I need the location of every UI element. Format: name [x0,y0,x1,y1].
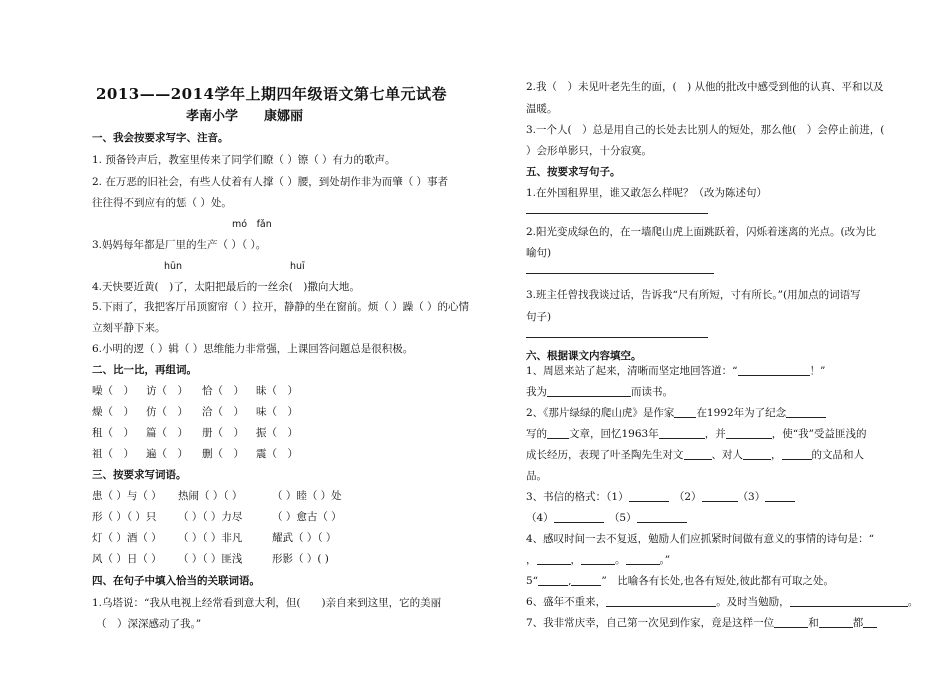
s6-q2c-4: 的文品和人 [811,449,864,461]
fill-blank[interactable] [819,616,853,628]
s3-cell: 形（ ）（ ）只 [92,511,157,523]
s6-q1a [526,364,825,378]
s6-q2b-3: ，并 [704,428,726,440]
section-4-heading: 四、在句子中填入恰当的关联词语。 [92,575,260,587]
fill-blank[interactable] [581,553,615,565]
s3-cell: （ ）（ ）非凡 [178,532,243,544]
fill-blank[interactable] [765,490,795,502]
section-6-heading: 六、根据课文内容填空。 [526,350,642,362]
fill-blank[interactable] [629,490,669,502]
section-2-heading: 二、比一比，再组词。 [92,364,197,376]
section-5-heading: 五、按要求写句子。 [526,166,621,178]
fill-blank[interactable] [554,511,604,523]
s3-cell: （ ）（ ）匪浅 [178,553,243,565]
fill-blank[interactable] [774,616,808,628]
s1-q6: 6.小明的逻（ ）辑（ ）思维能力非常强，上课回答问题总是很积极。 [92,343,414,355]
s1-q5a: 5.下雨了，我把客厅吊顶窗帘（ ）拉开，静静的坐在窗前。烦（ ）躁（ ）的心情 [92,301,470,313]
s2-cell: 祖（ ） [92,448,134,460]
s6-q2a-mid: 在1992年为了纪念 [696,407,787,419]
s3-cell: （ ）愈古（ ） [272,511,342,523]
s6-q5 [526,574,834,588]
s6-q3-2: （2） [679,491,702,503]
s3-cell: （ ）睦（ ）处 [272,490,342,502]
fill-blank[interactable] [674,406,696,418]
s1-q5b: 立刻平静下来。 [92,322,166,334]
s6-q1a-end: ！” [809,365,826,377]
s3-cell: 耀武（ ）（ ） [272,532,337,544]
s6-q2d: 品。 [526,470,547,482]
s1-q3: 3.妈妈每年都是厂里的生产（ ）（ ）。 [92,239,267,251]
s6-q3-5: （5） [614,512,637,524]
s4-q1a: 1.乌塔说：“我从电视上经常看到意大利，但( )亲自来到这里，它的美丽 [92,597,442,609]
s6-q3-pre: 3、书信的格式：（1） [526,491,629,503]
fill-blank[interactable] [538,574,568,586]
s3-cell: 患（ ）与（ ） [92,490,162,502]
fill-blank[interactable] [702,490,738,502]
s6-q6-pre: 6、盛年不重来， [526,596,607,608]
s5-q3a: 3.班主任曾找我谈过话，告诉我“尺有所短，寸有所长。”(用加点的词语写 [526,289,861,301]
s6-q3-3: （3） [737,491,766,503]
s4-q3a: 3.一个人( ）总是用自己的长处去比别人的短处，那么他( ）会停止前进，( [526,124,885,136]
fill-blank[interactable] [863,616,877,628]
s6-q1b-pre: 我为 [526,386,547,398]
s6-q4b-3: 。 [615,554,626,566]
s2-cell: 洽（ ） [202,406,244,418]
fill-blank[interactable] [571,574,601,586]
s6-q5-mid: , [568,575,572,587]
s6-q5-post: ” 比喻各有长处,也各有短处,彼此都有可取之处。 [601,575,834,587]
fill-blank[interactable] [547,385,631,397]
s4-q2b: 温暖。 [526,103,558,115]
s5-q2b: 喻句) [526,247,552,259]
fill-blank[interactable] [547,427,569,439]
s6-q6 [526,595,918,609]
s6-q7-pre: 7、我非常庆幸，自己第一次见到作家，竟是这样一位 [526,617,775,629]
s2-cell: 访（ ） [146,385,188,397]
s6-q2b-4: ，使“我”受益匪浅的 [771,428,867,440]
s4-q3b: ）会形单影只，十分寂寞。 [526,145,652,157]
s6-q2b-1: 写的 [526,428,547,440]
s2-cell: 昧（ ） [256,385,298,397]
s2-cell: 遍（ ） [146,448,188,460]
s2-cell: 租（ ） [92,427,134,439]
s6-q2a [526,406,826,420]
section-3-heading: 三、按要求写词语。 [92,469,187,481]
s6-q6-end: 。 [907,596,919,608]
s6-q2c-2: 、对人 [711,449,743,461]
s2-cell: 味（ ） [256,406,298,418]
s1-pinyin-3: mó fǎn [232,219,272,230]
exam-subtitle: 孝南小学 康娜丽 [186,109,304,124]
answer-line[interactable] [526,213,708,214]
s1-pinyin-4a: hūn [164,261,183,272]
fill-blank[interactable] [659,427,705,439]
fill-blank[interactable] [743,448,771,460]
s4-q1b: （ ）深深感动了我。” [96,618,202,630]
s6-q1a-text: 1、周恩来站了起来，清晰而坚定地回答道：“ [526,365,738,377]
s6-q4a: 4、感叹时间一去不复返，勉励人们应抓紧时间做有意义的事情的诗句是：“ [526,533,875,545]
s1-pinyin-4b: huī [290,261,305,272]
s6-q3a [526,490,795,504]
s5-q3b: 句子) [526,311,552,323]
section-1-heading: 一、我会按要求写字、注音。 [92,132,229,144]
fill-blank[interactable] [726,427,772,439]
fill-blank[interactable] [606,595,716,607]
s6-q1b-post: 而读书。 [631,386,673,398]
s1-q4: 4.天快要近黄( )了，太阳把最后的一丝余( )撒向大地。 [92,281,360,293]
s3-cell: 形影（ ）( ) [272,553,329,565]
fill-blank[interactable] [782,448,812,460]
s6-q2c-3: ， [771,449,782,461]
s6-q7-end: 都 [852,617,864,629]
s2-cell: 燥（ ） [92,406,134,418]
s2-cell: 仿（ ） [146,406,188,418]
fill-blank[interactable] [738,364,810,376]
s2-cell: 恰（ ） [202,385,244,397]
s2-cell: 删（ ） [202,448,244,460]
s6-q1b [526,385,673,399]
s6-q3-4: （4） [526,512,554,524]
s2-cell: 册（ ） [202,427,244,439]
s3-cell: （ ）（ ）力尽 [178,511,243,523]
s1-q2a: 2. 在万恶的旧社会，有些人仗着有人撑（ ）腰，到处胡作非为而肇（ ）事者 [92,176,449,188]
fill-blank[interactable] [790,595,908,607]
s2-cell: 震（ ） [256,448,298,460]
fill-blank[interactable] [684,448,712,460]
s6-q2b [526,427,866,441]
s6-q2c [526,448,864,462]
s6-q4b-1: ， [526,554,537,566]
s2-cell: 噪（ ） [92,385,134,397]
s1-q1: 1. 预备铃声后，教室里传来了同学们瞭（ ）镲（ ）有力的歌声。 [92,154,396,166]
s6-q4b [526,553,670,567]
fill-blank[interactable] [537,553,571,565]
s6-q4b-2: ， [570,554,581,566]
s4-q2a: 2.我（ ）未见叶老先生的面，( ) 从他的批改中感受到他的认真、平和以及 [526,81,884,93]
s5-q2a: 2.阳光变成绿色的，在一墙爬山虎上面跳跃着，闪烁着迷离的光点。(改为比 [526,226,877,238]
s1-q2b: 往往得不到应有的惩（ ）处。 [92,197,232,209]
s6-q2c-1: 成长经历，表现了叶圣陶先生对文 [526,449,684,461]
s2-cell: 振（ ） [256,427,298,439]
fill-blank[interactable] [786,406,826,418]
s3-cell: 风（ ）日（ ） [92,553,162,565]
s6-q2a-pre: 2、《那片绿绿的爬山虎》是作家 [526,407,675,419]
answer-line[interactable] [526,337,708,338]
exam-title: 2013——2014学年上期四年级语文第七单元试卷 [96,85,447,103]
s6-q7-mid: 和 [808,617,819,629]
s5-q1: 1.在外国租界里，谁又敢怎么样呢？（改为陈述句） [526,187,768,199]
s6-q4b-4: 。” [659,554,671,566]
s6-q5-pre: 5“ [526,575,539,587]
fill-blank[interactable] [626,553,660,565]
fill-blank[interactable] [637,511,687,523]
s6-q6-mid: 。及时当勉励， [716,596,790,608]
s6-q2b-2: 文章，回忆1963年 [569,428,659,440]
s3-cell: 灯（ ）酒（ ） [92,532,162,544]
s2-cell: 篇（ ） [146,427,188,439]
answer-line[interactable] [526,273,714,274]
s3-cell: 热闹（ ）（ ） [178,490,243,502]
s6-q7 [526,616,877,630]
s6-q3b [526,511,687,525]
